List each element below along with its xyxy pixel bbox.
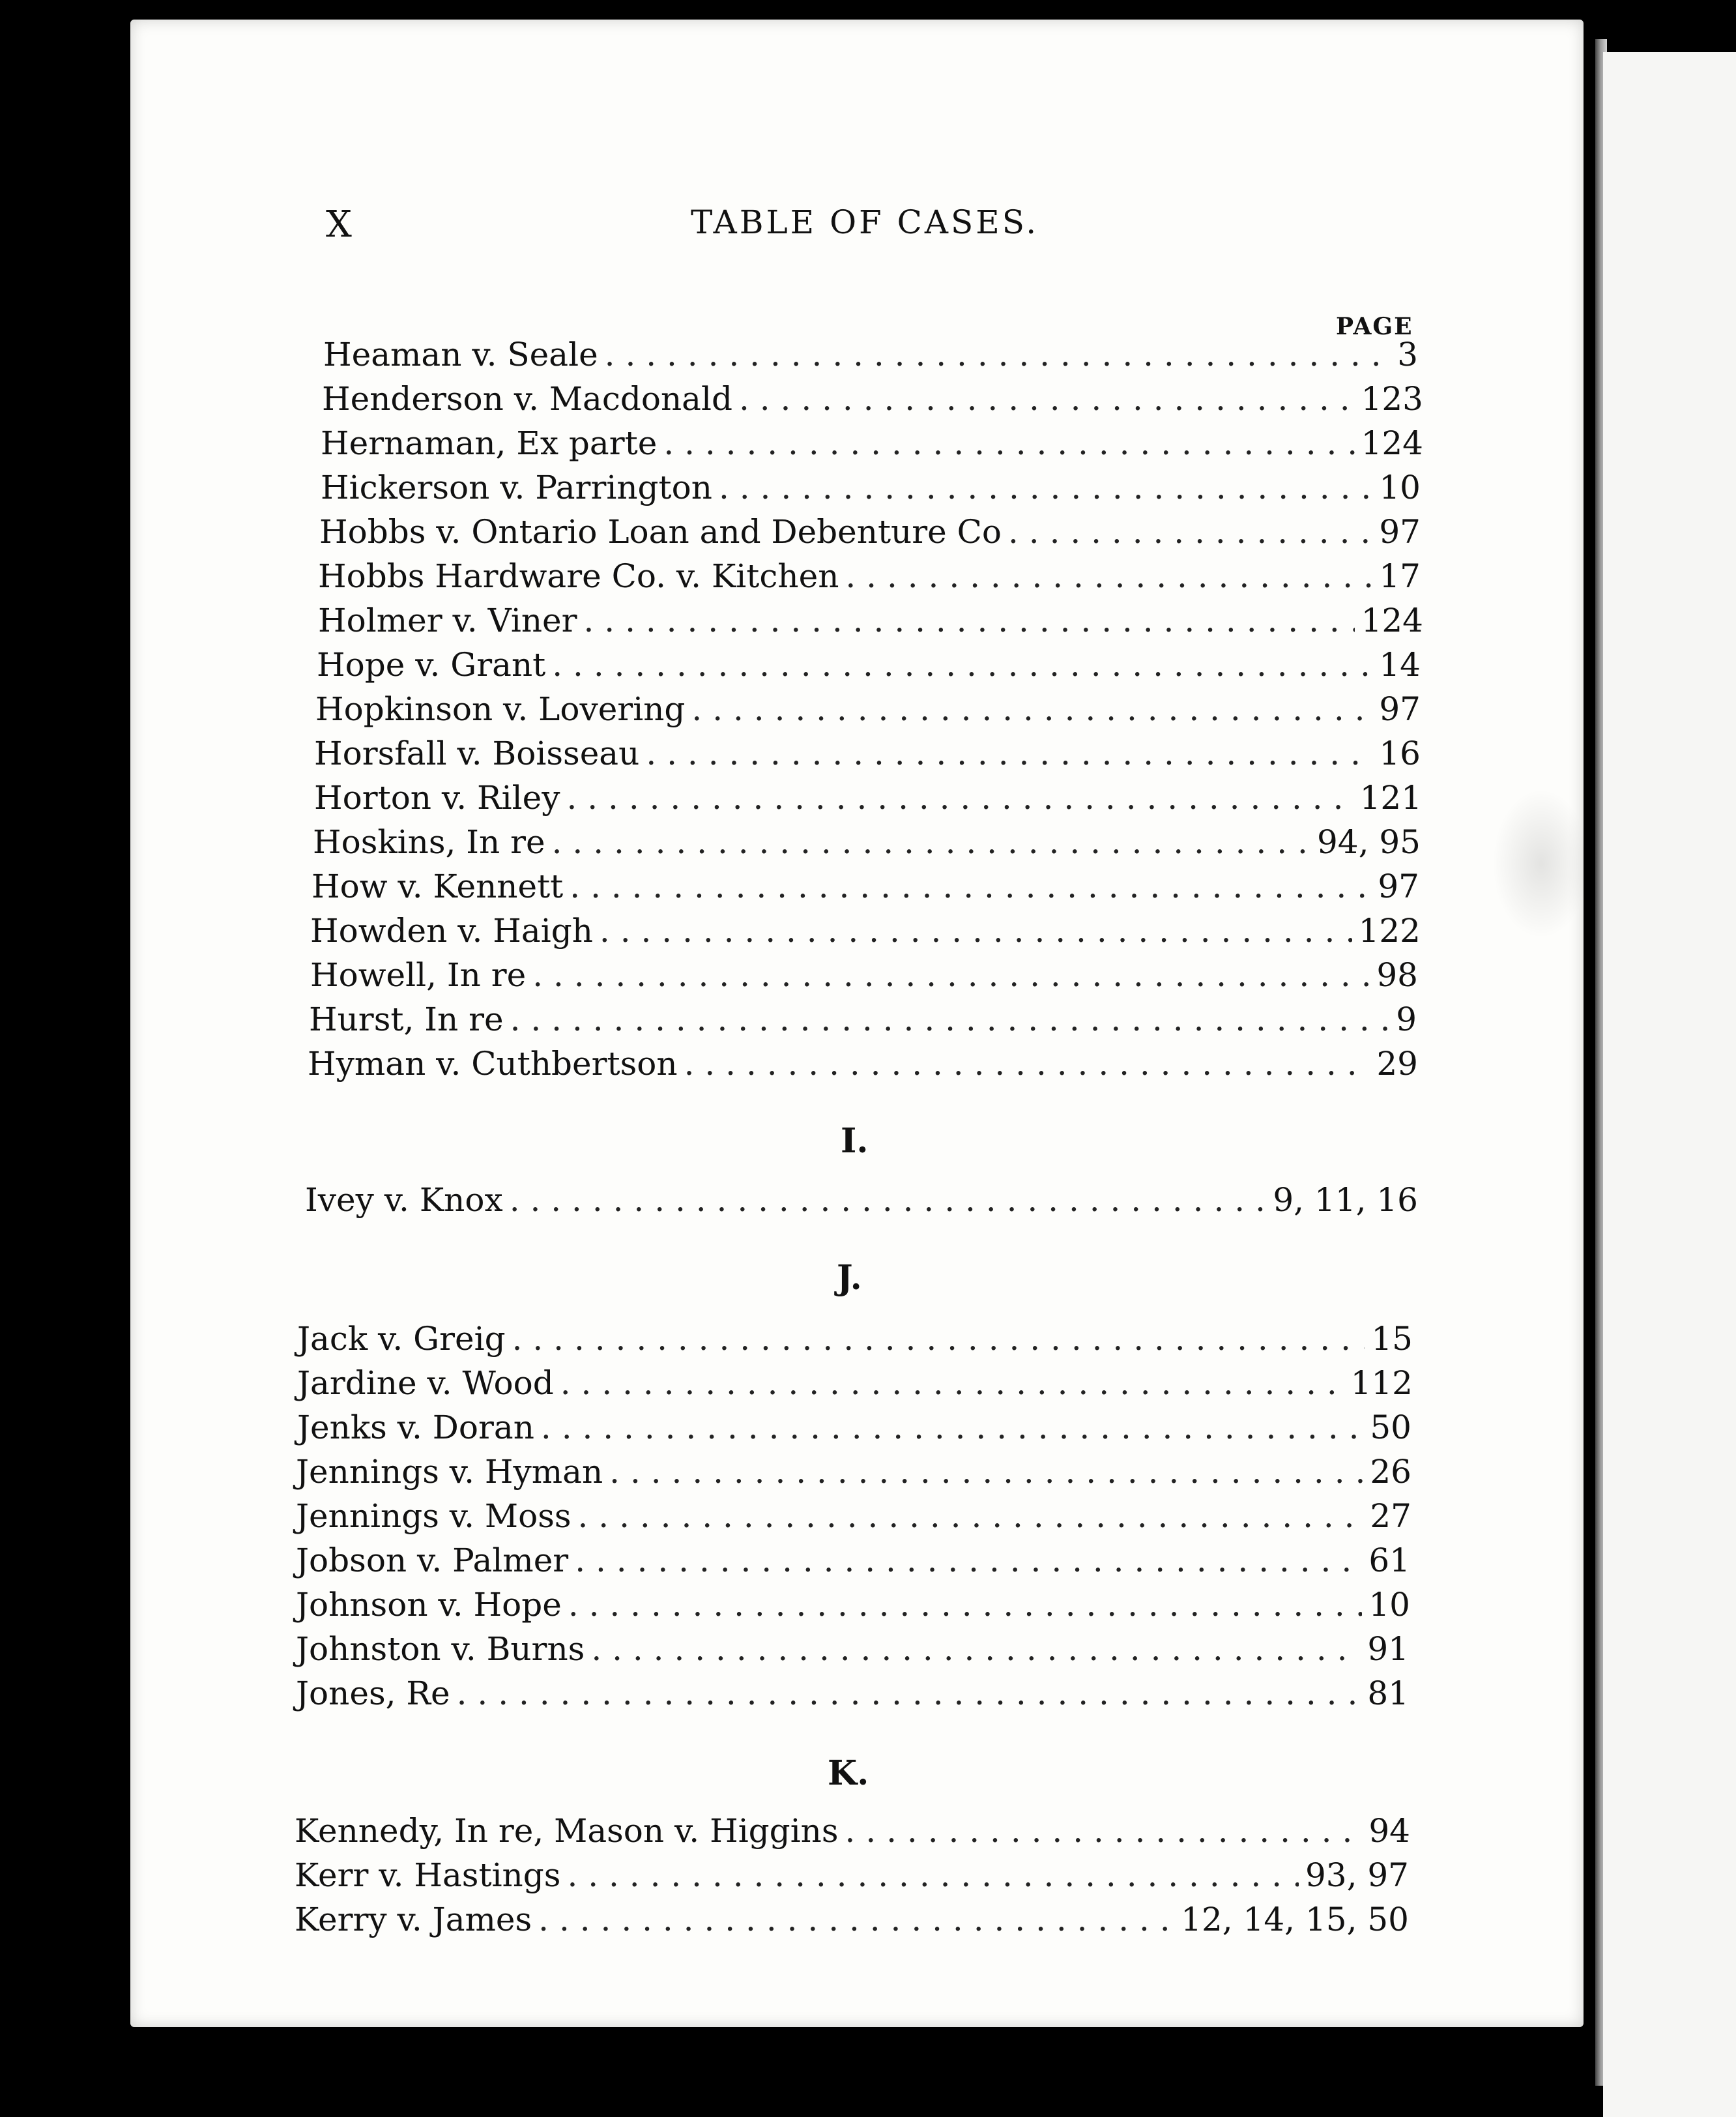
- case-name: Kennedy, In re, Mason v. Higgins: [295, 1812, 839, 1850]
- ink-smudge: [1492, 789, 1590, 939]
- dot-leader: [591, 1630, 1361, 1668]
- case-entry: [295, 1901, 1409, 1942]
- case-name: Jenks v. Doran: [297, 1409, 534, 1446]
- dot-leader: [719, 469, 1372, 506]
- case-pages: 29: [1376, 1045, 1418, 1083]
- case-name: How v. Kennett: [311, 868, 564, 905]
- case-name: Johnson v. Hope: [296, 1586, 562, 1624]
- case-pages: 122: [1358, 912, 1421, 950]
- case-entry: [318, 557, 1421, 599]
- case-entry: [313, 823, 1421, 865]
- case-entry: [296, 1453, 1411, 1495]
- case-pages: 91: [1367, 1630, 1409, 1668]
- case-entry: [297, 1364, 1413, 1406]
- case-name: Howell, In re: [310, 956, 527, 994]
- dot-leader: [1008, 513, 1372, 551]
- case-pages: 10: [1379, 469, 1421, 506]
- case-name: Holmer v. Viner: [318, 602, 577, 639]
- case-pages: 124: [1361, 602, 1423, 639]
- case-pages: 15: [1371, 1320, 1413, 1358]
- case-entry: [317, 646, 1421, 688]
- case-pages: 97: [1379, 513, 1421, 551]
- case-pages: 123: [1361, 380, 1423, 418]
- case-name: Henderson v. Macdonald: [322, 380, 732, 418]
- case-pages: 17: [1379, 557, 1421, 595]
- case-entry: [296, 1497, 1411, 1539]
- case-entry: [310, 956, 1418, 998]
- case-entry: [318, 602, 1423, 643]
- dot-leader: [560, 1364, 1344, 1402]
- dot-leader: [600, 912, 1352, 950]
- case-name: Kerry v. James: [295, 1901, 532, 1938]
- case-entry: [321, 424, 1423, 466]
- dot-leader: [684, 1045, 1370, 1083]
- case-pages: 81: [1367, 1674, 1409, 1712]
- case-name: Jobson v. Palmer: [296, 1541, 569, 1579]
- dot-leader: [609, 1453, 1363, 1491]
- case-pages: 97: [1379, 690, 1421, 728]
- case-name: Jack v. Greig: [297, 1320, 506, 1358]
- dot-leader: [457, 1674, 1361, 1712]
- case-entry: [297, 1409, 1411, 1450]
- case-name: Hyman v. Cuthbertson: [308, 1045, 678, 1083]
- case-pages: 50: [1370, 1409, 1411, 1446]
- case-entry: [322, 380, 1423, 422]
- case-name: Jones, Re: [296, 1674, 450, 1712]
- case-name: Hopkinson v. Lovering: [315, 690, 686, 728]
- case-entry: [323, 336, 1418, 377]
- case-pages: 27: [1370, 1497, 1411, 1535]
- case-pages: 14: [1379, 646, 1421, 684]
- case-entry: [296, 1586, 1410, 1628]
- dot-leader: [575, 1541, 1362, 1579]
- case-name: Howden v. Haigh: [310, 912, 593, 950]
- dot-leader: [691, 690, 1372, 728]
- case-entry: [319, 513, 1421, 555]
- case-pages: 121: [1359, 779, 1422, 817]
- dot-leader: [584, 602, 1355, 639]
- facing-page-edge: [1603, 52, 1736, 2117]
- case-name: Hobbs Hardware Co. v. Kitchen: [318, 557, 839, 595]
- case-entry: [309, 1000, 1417, 1042]
- case-pages: 9, 11, 16: [1273, 1181, 1418, 1219]
- case-entry: [314, 735, 1421, 776]
- case-name: Jennings v. Hyman: [296, 1453, 603, 1491]
- case-entry: [297, 1320, 1413, 1362]
- page-title: TABLE OF CASES.: [691, 203, 1039, 241]
- case-name: Hernaman, Ex parte: [321, 424, 658, 462]
- dot-leader: [845, 557, 1372, 595]
- case-name: Hickerson v. Parrington: [321, 469, 712, 506]
- dot-leader: [541, 1409, 1363, 1446]
- case-entry: [308, 1045, 1418, 1087]
- page-column-label: PAGE: [1336, 313, 1413, 340]
- case-name: Hurst, In re: [309, 1000, 504, 1038]
- dot-leader: [532, 956, 1370, 994]
- dot-leader: [739, 380, 1355, 418]
- case-name: Jennings v. Moss: [296, 1497, 571, 1535]
- case-pages: 26: [1370, 1453, 1411, 1491]
- case-pages: 3: [1397, 336, 1418, 373]
- dot-leader: [566, 779, 1353, 817]
- case-pages: 98: [1376, 956, 1418, 994]
- dot-leader: [646, 735, 1372, 772]
- dot-leader: [510, 1181, 1267, 1219]
- case-entry: [321, 469, 1421, 510]
- dot-leader: [578, 1497, 1364, 1535]
- case-entry: [295, 1812, 1410, 1854]
- case-pages: 12, 14, 15, 50: [1181, 1901, 1409, 1938]
- case-name: Ivey v. Knox: [305, 1181, 503, 1219]
- case-pages: 93, 97: [1305, 1856, 1409, 1894]
- case-entry: [295, 1856, 1409, 1898]
- case-name: Heaman v. Seale: [323, 336, 598, 373]
- dot-leader: [510, 1000, 1390, 1038]
- case-pages: 94: [1368, 1812, 1410, 1850]
- case-name: Hobbs v. Ontario Loan and Debenture Co: [319, 513, 1002, 551]
- case-pages: 61: [1368, 1541, 1410, 1579]
- dot-leader: [552, 646, 1372, 684]
- dot-leader: [570, 868, 1371, 905]
- dot-leader: [538, 1901, 1174, 1938]
- case-pages: 10: [1368, 1586, 1410, 1624]
- case-pages: 97: [1378, 868, 1419, 905]
- case-entry: [296, 1541, 1410, 1583]
- case-name: Hoskins, In re: [313, 823, 545, 861]
- dot-leader: [568, 1586, 1363, 1624]
- case-pages: 94, 95: [1316, 823, 1421, 861]
- dot-leader: [552, 823, 1310, 861]
- case-entry: [296, 1674, 1409, 1716]
- case-entry: [310, 912, 1421, 954]
- case-entry: [311, 868, 1419, 909]
- section-letter-j: J.: [837, 1258, 862, 1298]
- dot-leader: [605, 336, 1391, 373]
- case-name: Johnston v. Burns: [296, 1630, 585, 1668]
- case-name: Hope v. Grant: [317, 646, 546, 684]
- section-letter-k: K.: [828, 1753, 869, 1793]
- page-folio: X: [326, 203, 353, 246]
- case-entry: [305, 1181, 1418, 1223]
- dot-leader: [512, 1320, 1365, 1358]
- dot-leader: [663, 424, 1354, 462]
- case-entry: [314, 779, 1422, 821]
- case-name: Horton v. Riley: [314, 779, 560, 817]
- case-name: Horsfall v. Boisseau: [314, 735, 640, 772]
- case-entry: [296, 1630, 1409, 1672]
- section-letter-i: I.: [841, 1121, 869, 1161]
- case-name: Kerr v. Hastings: [295, 1856, 561, 1894]
- case-entry: [315, 690, 1421, 732]
- dot-leader: [567, 1856, 1299, 1894]
- case-pages: 112: [1350, 1364, 1413, 1402]
- dot-leader: [845, 1812, 1363, 1850]
- case-pages: 9: [1396, 1000, 1417, 1038]
- case-pages: 124: [1361, 424, 1423, 462]
- case-name: Jardine v. Wood: [297, 1364, 554, 1402]
- case-pages: 16: [1379, 735, 1421, 772]
